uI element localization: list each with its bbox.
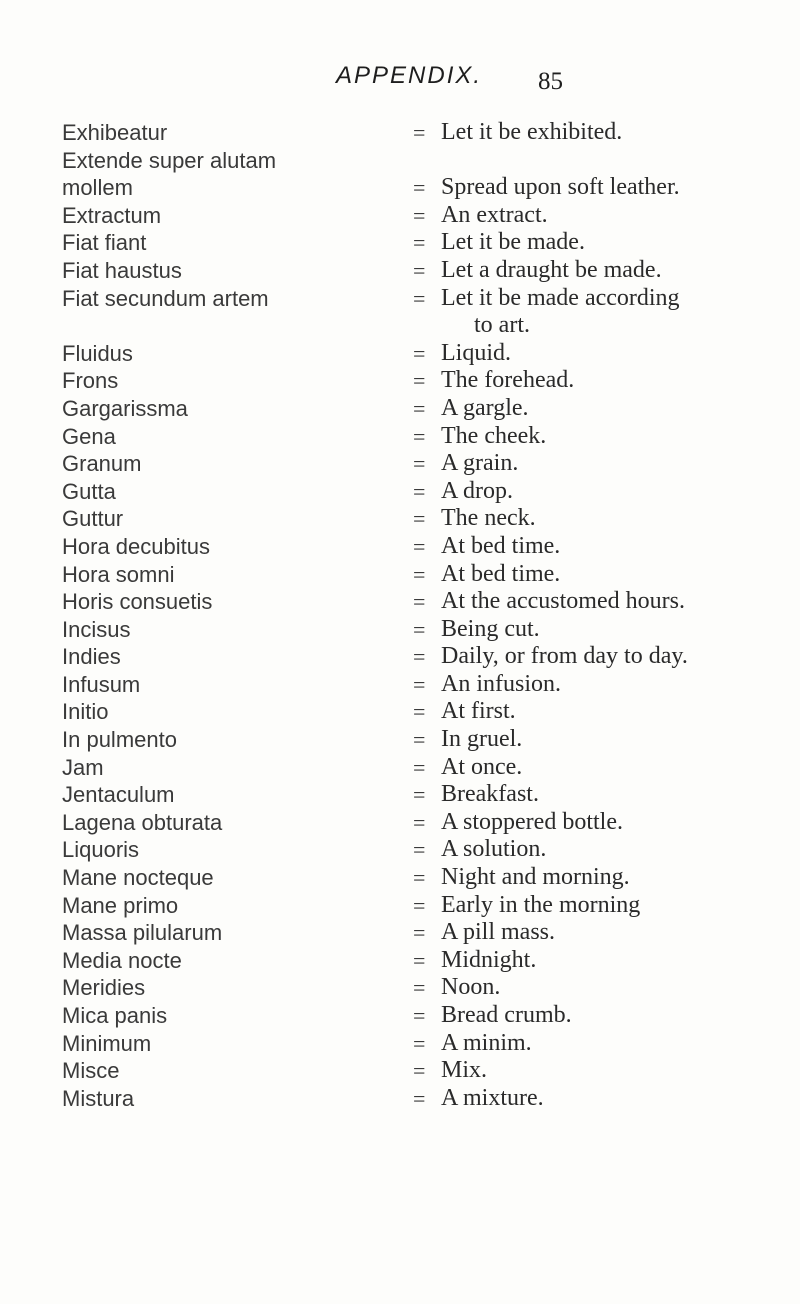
latin-term: Granum bbox=[62, 451, 142, 477]
glossary-entry bbox=[62, 1030, 782, 1058]
equals-sign: = bbox=[413, 230, 426, 256]
glossary-entry bbox=[62, 616, 782, 644]
glossary-entry bbox=[62, 367, 782, 395]
glossary-entry bbox=[62, 671, 782, 699]
glossary-entry bbox=[62, 809, 782, 837]
latin-term: Gargarissma bbox=[62, 395, 188, 421]
english-definition: Night and morning. bbox=[441, 864, 630, 891]
english-definition: An infusion. bbox=[441, 670, 561, 697]
english-definition: The cheek. bbox=[441, 422, 547, 449]
equals-sign: = bbox=[413, 699, 426, 725]
english-definition: Spread upon soft leather. bbox=[441, 174, 680, 201]
equals-sign: = bbox=[413, 671, 426, 697]
latin-term: Misce bbox=[62, 1058, 120, 1084]
equals-sign: = bbox=[413, 1003, 426, 1028]
latin-term: Horis consuetis bbox=[62, 589, 213, 615]
english-definition: Liquid. bbox=[441, 339, 511, 366]
equals-sign: = bbox=[413, 1030, 426, 1056]
latin-term: Infusum bbox=[62, 671, 141, 697]
glossary-entry bbox=[62, 1002, 782, 1030]
english-definition: At bed time. bbox=[441, 532, 561, 559]
equals-sign: = bbox=[413, 809, 426, 835]
equals-sign: = bbox=[413, 644, 426, 670]
glossary-entry bbox=[62, 395, 782, 423]
english-definition: Early in the morning bbox=[441, 891, 641, 918]
glossary-list bbox=[62, 119, 782, 1112]
page-number: 85 bbox=[538, 68, 563, 95]
english-definition: A solution. bbox=[441, 836, 547, 863]
glossary-entry bbox=[62, 781, 782, 809]
glossary-entry bbox=[62, 202, 782, 230]
equals-sign: = bbox=[413, 837, 426, 863]
english-definition: Bread crumb. bbox=[441, 1002, 572, 1028]
latin-term: Jam bbox=[62, 754, 104, 780]
english-definition: A mixture. bbox=[441, 1084, 544, 1111]
glossary-entry bbox=[62, 754, 782, 782]
latin-term: Mica panis bbox=[62, 1003, 168, 1028]
glossary-entry bbox=[62, 450, 782, 478]
latin-term: Jentaculum bbox=[62, 782, 175, 808]
equals-sign: = bbox=[413, 892, 426, 918]
glossary-entry bbox=[62, 974, 782, 1002]
glossary-entry bbox=[62, 1085, 782, 1113]
latin-term: Incisus bbox=[62, 616, 131, 642]
equals-sign: = bbox=[413, 451, 426, 477]
equals-sign: = bbox=[413, 395, 426, 421]
equals-sign: = bbox=[413, 257, 426, 283]
equals-sign: = bbox=[413, 175, 426, 201]
english-definition: At once. bbox=[441, 753, 523, 780]
equals-sign: = bbox=[413, 478, 426, 504]
equals-sign: = bbox=[413, 782, 426, 808]
equals-sign: = bbox=[413, 506, 426, 532]
latin-term: Indies bbox=[62, 644, 121, 670]
equals-sign: = bbox=[413, 754, 426, 780]
latin-term: Massa pilularum bbox=[62, 920, 223, 946]
latin-term: Mistura bbox=[62, 1085, 135, 1111]
glossary-entry bbox=[62, 919, 782, 947]
english-definition: An extract. bbox=[441, 201, 548, 228]
latin-term: Initio bbox=[62, 699, 109, 725]
glossary-entry bbox=[62, 643, 782, 671]
latin-term: Meridies bbox=[62, 975, 146, 1001]
english-definition: A grain. bbox=[441, 450, 519, 477]
glossary-entry bbox=[62, 505, 782, 533]
english-definition: Let it be exhibited. bbox=[441, 119, 623, 145]
latin-term: Hora decubitus bbox=[62, 533, 210, 559]
glossary-entry bbox=[62, 892, 782, 920]
equals-sign: = bbox=[413, 120, 426, 145]
english-definition: At bed time. bbox=[441, 560, 561, 587]
latin-term: Mane primo bbox=[62, 892, 179, 918]
glossary-entry bbox=[62, 588, 782, 616]
equals-sign: = bbox=[413, 865, 426, 891]
equals-sign: = bbox=[413, 589, 426, 615]
equals-sign: = bbox=[413, 340, 426, 366]
glossary-entry bbox=[62, 340, 782, 368]
latin-term: In pulmento bbox=[62, 727, 177, 753]
english-definition: Breakfast. bbox=[441, 781, 539, 808]
english-definition: At first. bbox=[441, 698, 516, 725]
latin-term: Liquoris bbox=[62, 837, 140, 863]
latin-term: Fiat fiant bbox=[62, 230, 147, 256]
english-definition: Let it be made. bbox=[441, 229, 585, 256]
glossary-entry bbox=[62, 836, 782, 864]
english-definition: A stoppered bottle. bbox=[441, 808, 623, 835]
english-definition-line2: to art. bbox=[474, 312, 530, 339]
equals-sign: = bbox=[413, 616, 426, 642]
latin-term: Media nocte bbox=[62, 947, 182, 973]
equals-sign: = bbox=[413, 423, 426, 449]
latin-term: Hora somni bbox=[62, 561, 175, 587]
equals-sign: = bbox=[413, 285, 426, 311]
english-definition: Let a draught be made. bbox=[441, 256, 662, 283]
glossary-entry bbox=[62, 947, 782, 975]
glossary-entry bbox=[62, 726, 782, 754]
running-head: APPENDIX. bbox=[336, 62, 483, 89]
english-definition: A pill mass. bbox=[441, 919, 556, 946]
latin-term: Gutta bbox=[62, 478, 116, 504]
glossary-entry bbox=[62, 698, 782, 726]
latin-term: Exhibeatur bbox=[62, 120, 168, 145]
latin-term: Frons bbox=[62, 368, 119, 394]
english-definition: Let it be made according bbox=[441, 284, 680, 311]
english-definition: At the accustomed hours. bbox=[441, 588, 685, 615]
equals-sign: = bbox=[413, 368, 426, 394]
english-definition: The neck. bbox=[441, 505, 536, 532]
equals-sign: = bbox=[413, 727, 426, 753]
glossary-entry bbox=[62, 257, 782, 285]
english-definition: Daily, or from day to day. bbox=[441, 643, 688, 670]
page-header bbox=[0, 62, 800, 98]
latin-term: Fiat haustus bbox=[62, 257, 182, 283]
glossary-entry bbox=[62, 533, 782, 561]
latin-term: Lagena obturata bbox=[62, 809, 223, 835]
latin-term: Fiat secundum artem bbox=[62, 285, 269, 311]
equals-sign: = bbox=[413, 947, 426, 973]
equals-sign: = bbox=[413, 1085, 426, 1111]
glossary-entry bbox=[62, 229, 782, 257]
latin-term: Mane nocteque bbox=[62, 865, 214, 891]
equals-sign: = bbox=[413, 533, 426, 559]
equals-sign: = bbox=[413, 1058, 426, 1084]
latin-term: Extractum bbox=[62, 202, 162, 228]
equals-sign: = bbox=[413, 561, 426, 587]
english-definition: Mix. bbox=[441, 1057, 488, 1084]
equals-sign: = bbox=[413, 920, 426, 946]
latin-term-line1: Extende super alutam bbox=[62, 147, 277, 173]
english-definition: In gruel. bbox=[441, 726, 523, 753]
glossary-entry bbox=[62, 147, 782, 202]
latin-term: Fluidus bbox=[62, 340, 133, 366]
glossary-entry bbox=[62, 561, 782, 589]
equals-sign: = bbox=[413, 975, 426, 1001]
glossary-entry bbox=[62, 285, 782, 340]
english-definition: Noon. bbox=[441, 974, 501, 1001]
latin-term-line2: mollem bbox=[62, 174, 133, 200]
english-definition: A gargle. bbox=[441, 394, 529, 421]
glossary-entry bbox=[62, 119, 782, 147]
glossary-entry bbox=[62, 1057, 782, 1085]
glossary-entry bbox=[62, 864, 782, 892]
english-definition: A drop. bbox=[441, 477, 513, 504]
english-definition: The forehead. bbox=[441, 367, 575, 394]
latin-term: Guttur bbox=[62, 506, 124, 532]
english-definition: A minim. bbox=[441, 1029, 532, 1056]
english-definition: Being cut. bbox=[441, 615, 540, 642]
latin-term: Gena bbox=[62, 423, 116, 449]
glossary-entry bbox=[62, 478, 782, 506]
equals-sign: = bbox=[413, 202, 426, 228]
glossary-entry bbox=[62, 423, 782, 451]
latin-term: Minimum bbox=[62, 1030, 152, 1056]
english-definition: Midnight. bbox=[441, 946, 537, 973]
latin-term bbox=[62, 147, 412, 201]
